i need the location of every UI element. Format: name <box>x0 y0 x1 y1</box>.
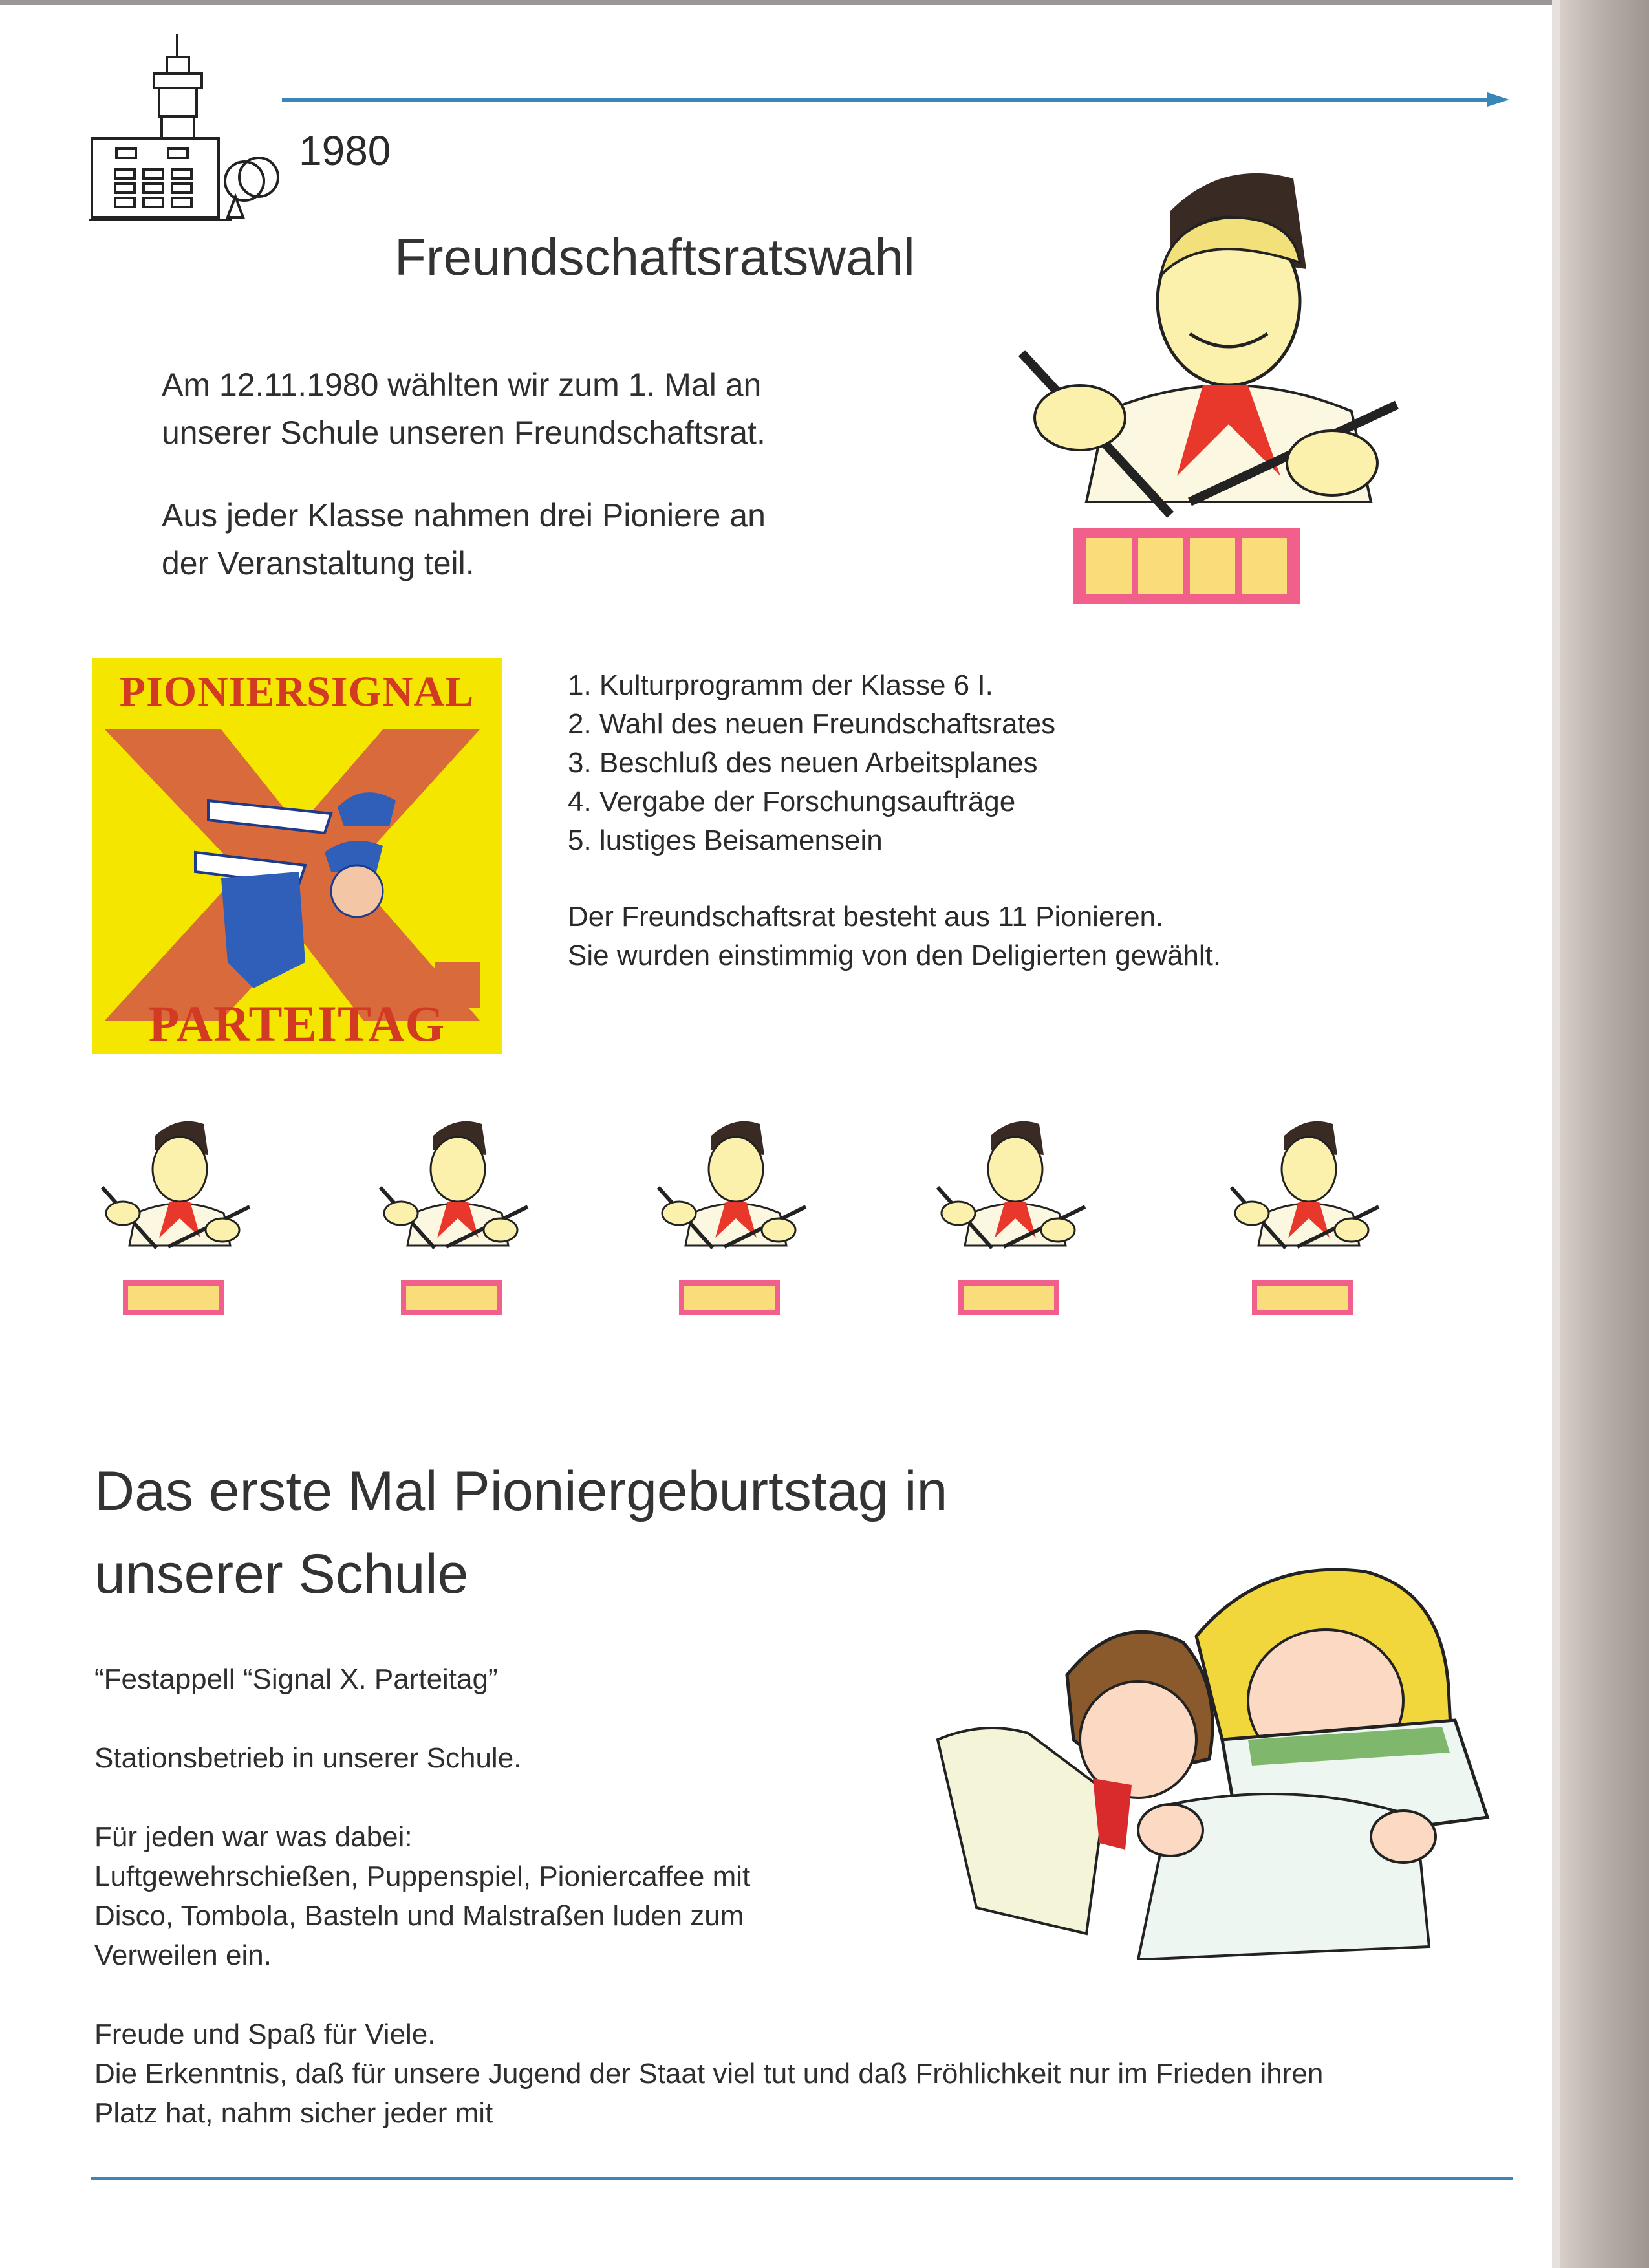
list-item: 3. Beschluß des neuen Arbeitsplanes <box>568 747 1038 779</box>
title-line: Das erste Mal Pioniergeburtstag in <box>94 1460 948 1522</box>
list-item: 4. Vergabe der Forschungsaufträge <box>568 786 1016 817</box>
participation-line: Aus jeder Klasse nahmen drei Pioniere an <box>162 497 766 534</box>
program-list <box>568 666 1055 860</box>
text-line: Luftgewehrschießen, Puppenspiel, Pioniercaffee mit <box>94 1861 751 1892</box>
poster-bottom-text: PARTEITAG <box>148 995 446 1052</box>
blank-line <box>94 1975 1323 2014</box>
title-line: unserer Schule <box>94 1543 469 1605</box>
birthday-text-block <box>94 1659 1323 2133</box>
text-line: “Festappell “Signal X. Parteitag” <box>94 1663 498 1695</box>
text-line: Disco, Tombola, Basteln und Malstraßen luden zum <box>94 1900 744 1932</box>
intro-line: Am 12.11.1980 wählten wir zum 1. Mal an <box>162 367 762 403</box>
list-item: 5. lustiges Beisamensein <box>568 825 883 856</box>
text-line: Für jeden war was dabei: <box>94 1821 413 1853</box>
text-line: Verweilen ein. <box>94 1939 272 1971</box>
text-line: Platz hat, nahm sicher jeder mit <box>94 2097 493 2129</box>
scan-top-edge <box>0 0 1558 5</box>
text-line: Freude und Spaß für Viele. <box>94 2018 436 2050</box>
school-tower-logo <box>89 31 283 225</box>
participation-paragraph <box>162 491 766 587</box>
text-line: Die Erkenntnis, daß für unsere Jugend der Staat viel tut und daß Fröhlichkeit nur im Frieden ihren <box>94 2058 1324 2090</box>
small-drummers-row <box>97 1110 1403 1323</box>
pioniersignal-poster <box>92 658 502 1054</box>
top-rule <box>282 98 1493 102</box>
council-line: Der Freundschaftsrat besteht aus 11 Pionieren. <box>568 901 1164 933</box>
blank-line <box>94 1778 1323 1817</box>
bottom-rule <box>91 2177 1513 2180</box>
intro-line: unserer Schule unseren Freundschaftsrat. <box>162 415 766 451</box>
poster-top-text: PIONIERSIGNAL <box>119 668 475 715</box>
section-title-freundschaftsratswahl: Freundschaftsratswahl <box>394 228 915 286</box>
page-edge-light <box>1552 0 1560 2268</box>
top-rule-arrow <box>1487 92 1509 107</box>
year-label: 1980 <box>299 127 391 174</box>
council-line: Sie wurden einstimmig von den Deligierten gewählt. <box>568 940 1222 971</box>
list-item: 2. Wahl des neuen Freundschaftsrates <box>568 708 1056 740</box>
intro-paragraph <box>162 361 766 457</box>
blank-line <box>94 1699 1323 1738</box>
drummer-pioneer-illustration <box>1009 140 1410 618</box>
page-edge-shadow <box>1558 0 1649 2268</box>
participation-line: der Veranstaltung teil. <box>162 545 475 581</box>
section-title-pioniergeburtstag <box>94 1450 947 1615</box>
list-item: 1. Kulturprogramm der Klasse 6 I. <box>568 669 993 701</box>
council-paragraph <box>568 898 1221 975</box>
text-line: Stationsbetrieb in unserer Schule. <box>94 1742 522 1774</box>
